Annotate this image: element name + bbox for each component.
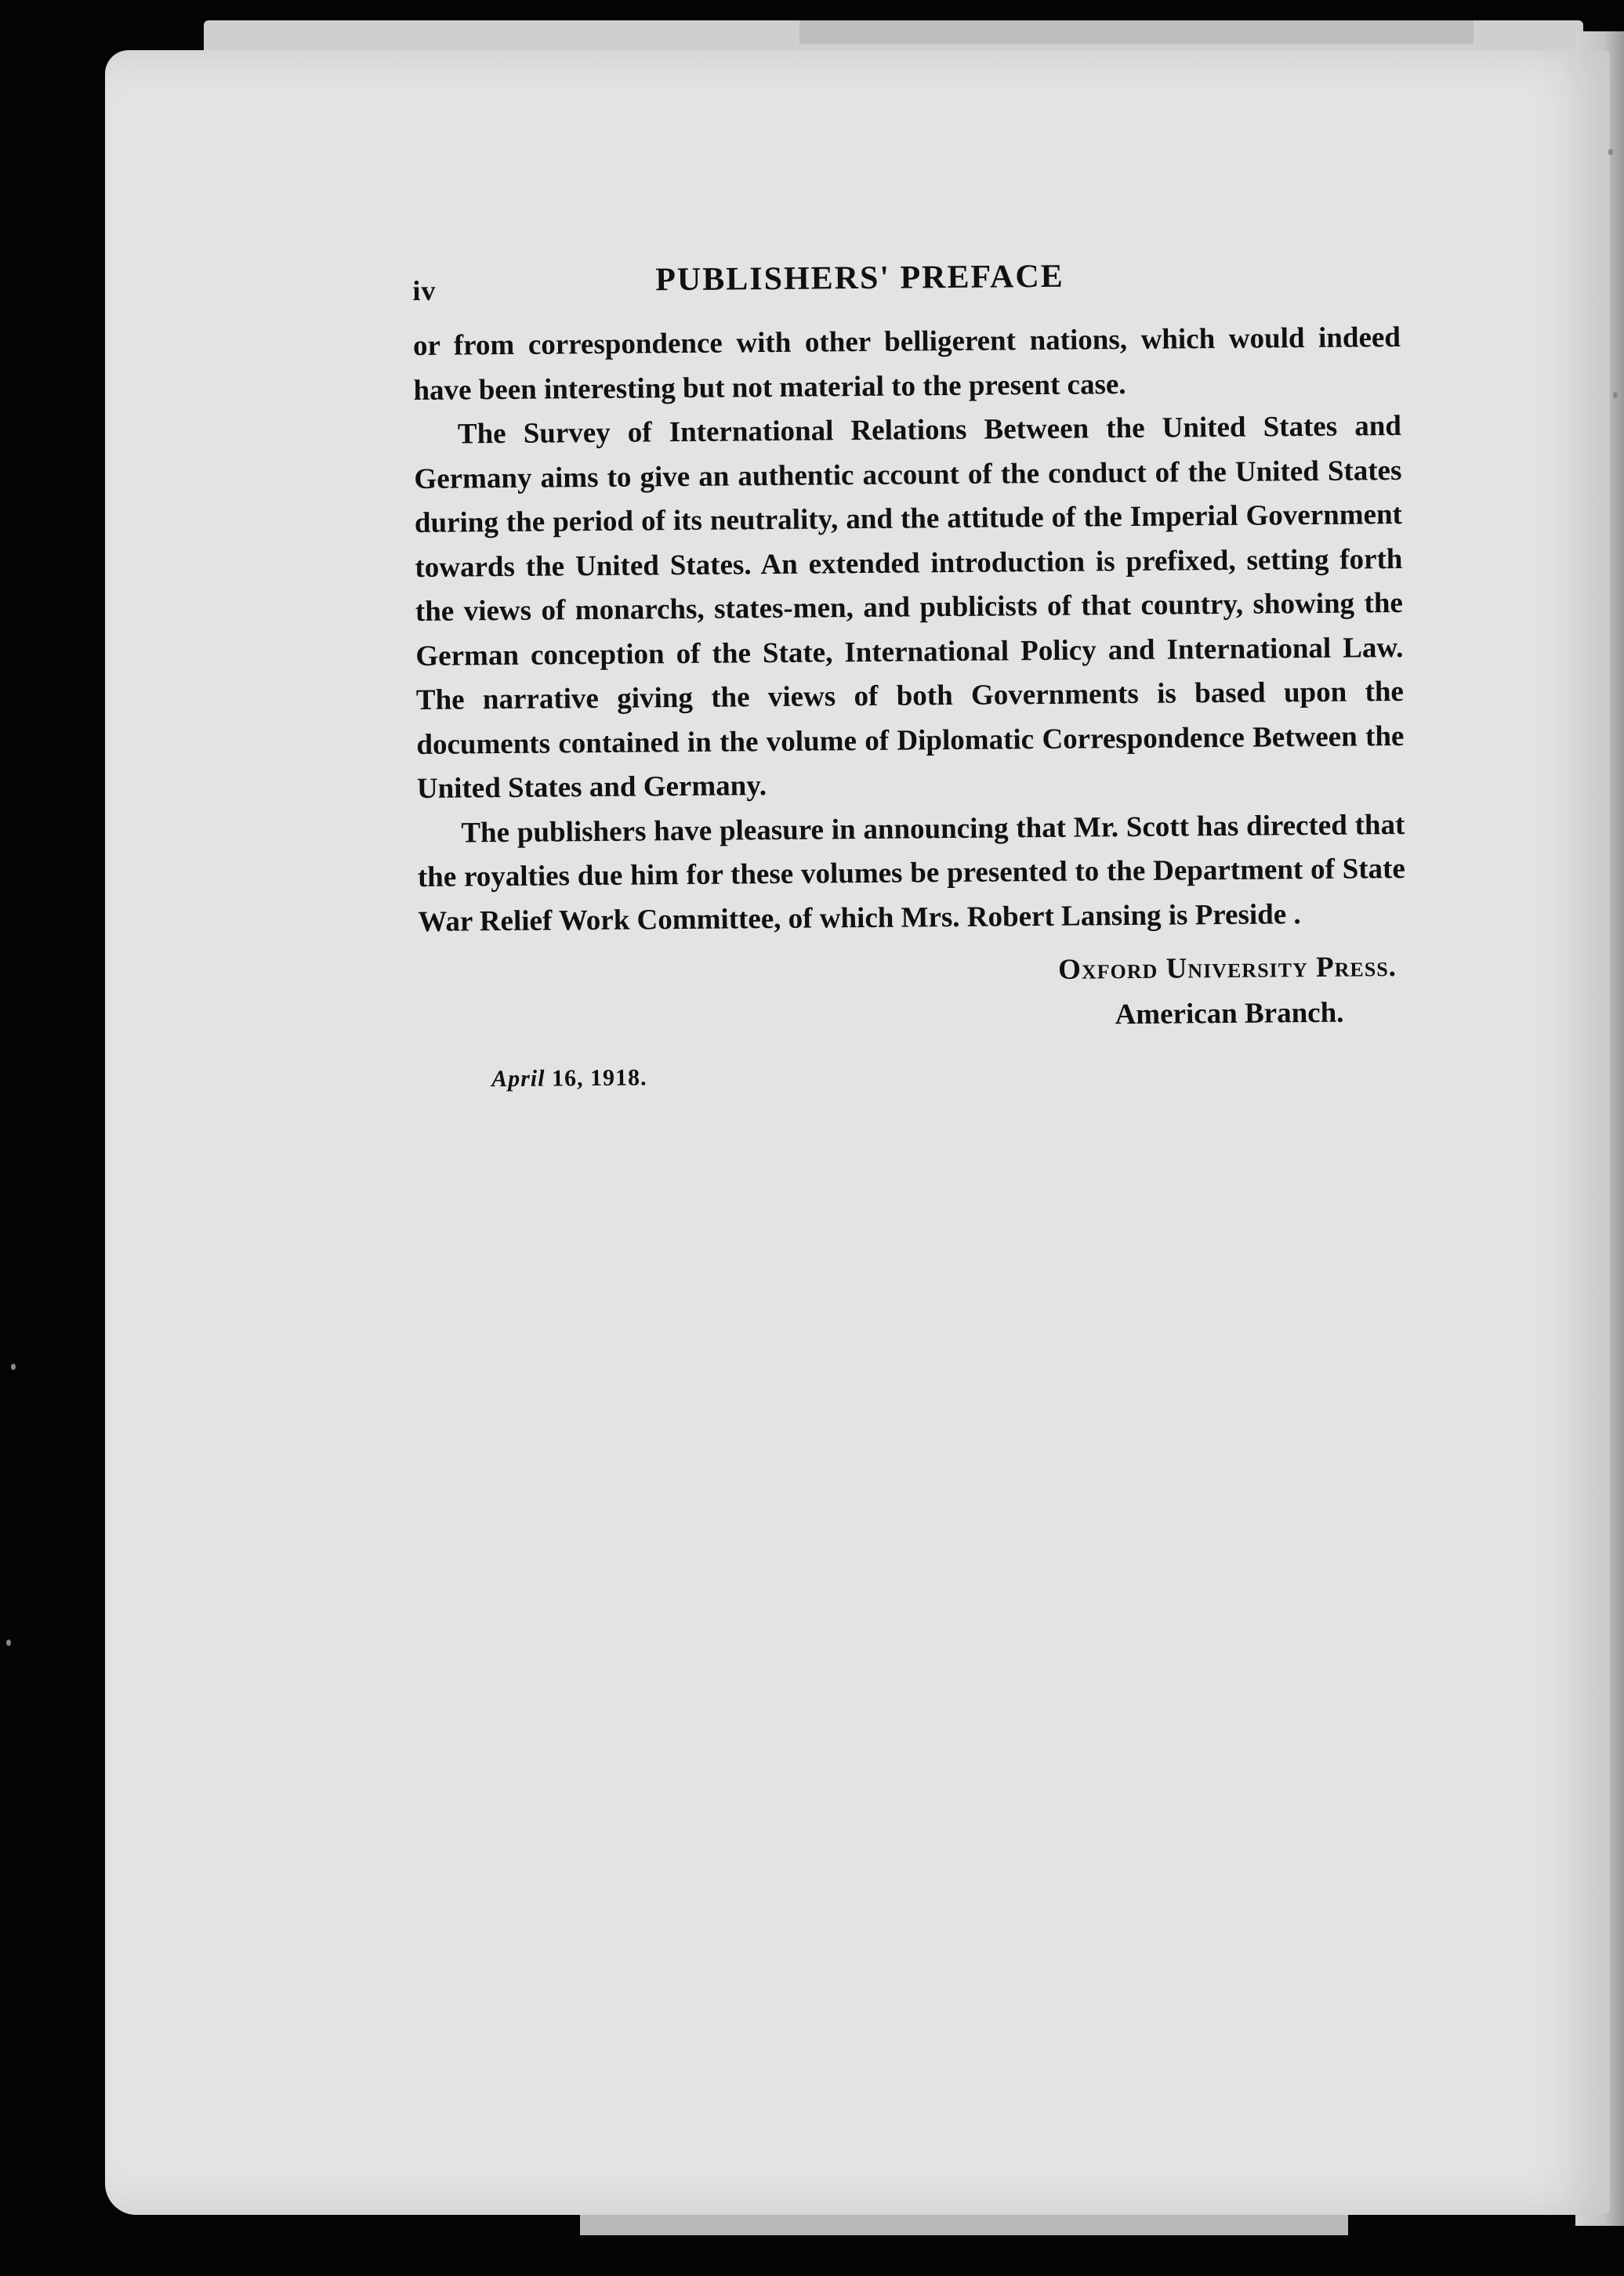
dust-speck [11,1364,16,1370]
page-number: iv [412,274,437,306]
paragraph-1: or from correspondence with other belligerent nations, which would indeed have been interesting but not material to the present case. [412,321,1401,407]
dateline-month: April [491,1065,546,1093]
dateline-date: 16, 1918. [551,1064,647,1092]
body-text [413,316,1406,944]
paragraph-3: The publishers have pleasure in announcing that Mr. Scott has directed that the royalties due him for these volumes be presented to the Department of State War Relief Work Committee, of which Mrs. Robert Lansing is Preside . [417,808,1406,938]
signature-branch: American Branch. [1115,996,1344,1031]
running-head: PUBLISHERS' PREFACE [655,258,1064,299]
dust-speck [1608,149,1613,155]
dust-speck [6,1640,11,1646]
signature-publisher: Oxford University Press. [1057,951,1397,986]
text-block [412,250,1407,1093]
dust-speck [1613,392,1618,398]
paragraph-2: The Survey of International Relations Between the United States and Germany aims to give an authentic account of the conduct of the United States during the period of its neutrality, and the attitude of the Imperial Government towards the United States. An extended introduction is prefixed, setting forth the views of monarchs, states-men, and publicists of that country, showing the German conception of the State, International Policy and International Law. The narrative giving the views of both Governments is based upon the documents contained in the volume of Diplomatic Correspondence Between the United States and Germany. [414,409,1405,805]
signature-block [419,950,1407,1053]
page-header [412,250,1401,321]
book-edge-top-shadow [799,20,1474,44]
